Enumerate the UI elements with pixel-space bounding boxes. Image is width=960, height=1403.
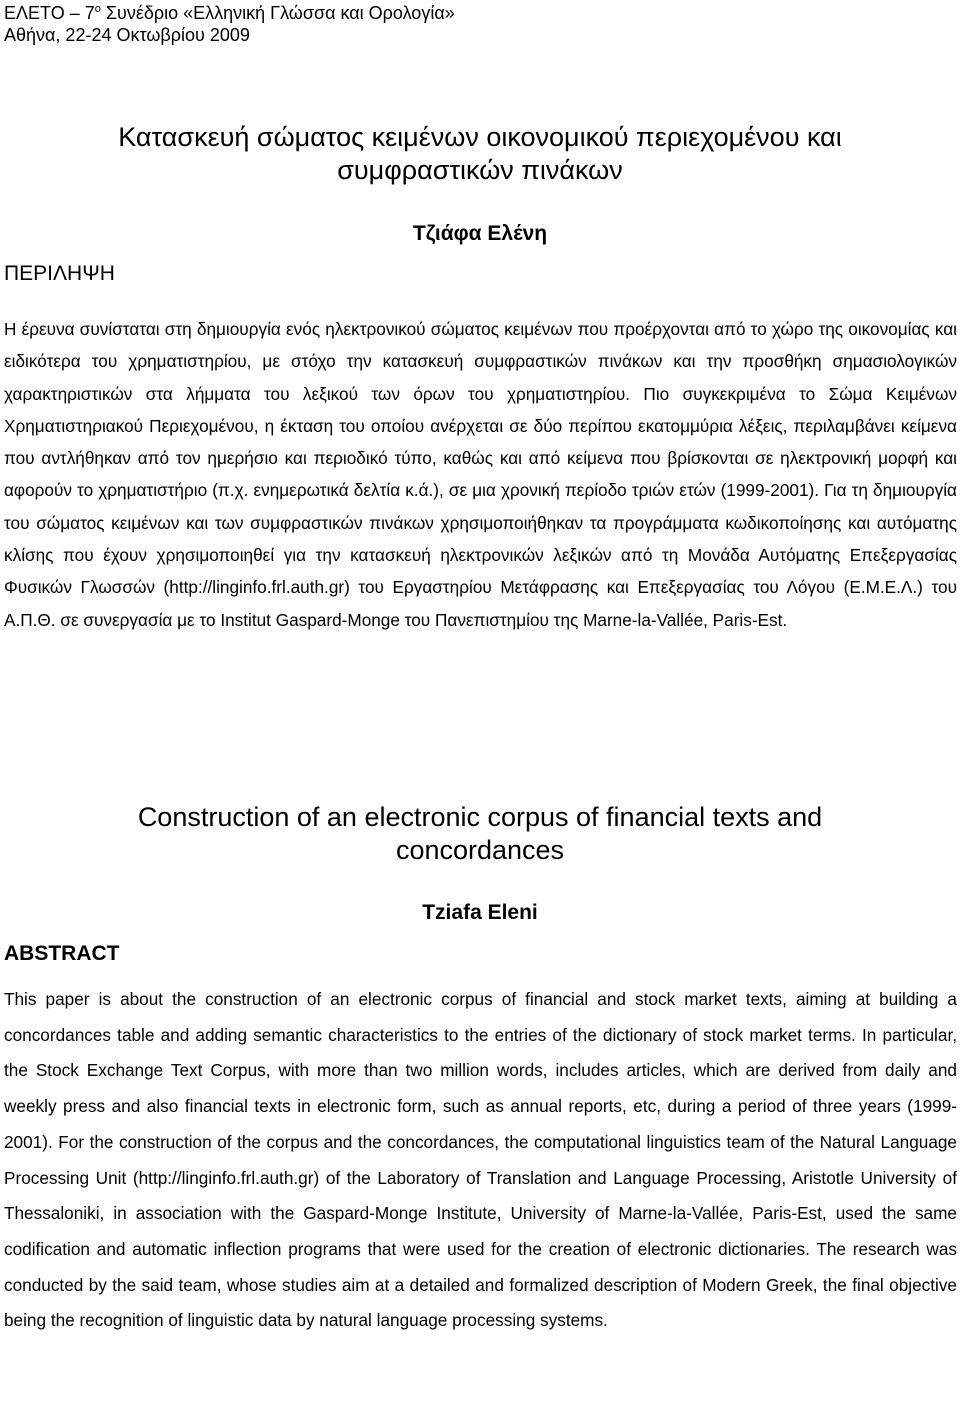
conference-header <box>4 2 455 46</box>
greek-author: Τζιάφα Ελένη <box>412 222 548 245</box>
greek-title <box>20 121 940 187</box>
greek-abstract-text: Η έρευνα συνίσταται στη δημιουργία ενός ηλεκτρονικού σώματος κειμένων που προέρχονται από το χώρο της οικονομίας και ειδικότερα του χρηματιστηρίου, με στόχο την κατασκευή συμφραστικών πινάκων και την προσθήκη σημασιολογικών χαρακτηριστικών στα λήμματα του λεξικού των όρων του χρηματιστηρίου. Πιο συγκεκριμένα το Σώμα Κειμένων Χρηματιστηριακού Περιεχομένου, η έκταση του οποίου ανέρχεται σε δύο περίπου εκατομμύρια λέξεις, περιλαμβάνει κείμενα που αντλήθηκαν από τον ημερήσιο και περιοδικό τύπο, καθώς και από κείμενα που βρίσκονται σε ηλεκτρονική μορφή και αφορούν το χρηματιστήριο (π.χ. ενημερωτικά δελτία κ.ά.), σε μια χρονική περίοδο τριών ετών (1999-2001). Για τη δημιουργία του σώματος κειμένων και των συμφραστικών πινάκων χρησιμοποιήθηκαν τα προγράμματα κωδικοποίησης και αυτόματης κλίσης που έχουν χρησιμοποιηθεί για την κατασκευή ηλεκτρονικών λεξικών από τη Μονάδα Αυτόματης Επεξεργασίας Φυσικών Γλωσσών (http://linginfo.frl.auth.gr) του Εργαστηρίου Μετάφρασης και Επεξεργασίας του Λόγου (Ε.Μ.Ε.Λ.) του Α.Π.Θ. σε συνεργασία με το Institut Gaspard-Monge του Πανεπιστημίου της Marne-la-Vallée, Paris-Est. <box>4 319 957 630</box>
english-abstract-text: This paper is about the construction of an electronic corpus of financial and stock market texts, aiming at building a concordances table and adding semantic characteristics to the entries of the dictionary of stock market terms. In particular, the Stock Exchange Text Corpus, with more than two million words, includes articles, which are derived from daily and weekly press and also financial texts in electronic form, such as annual reports, etc, during a period of three years (1999-2001). For the construction of the corpus and the concordances, the computational linguistics team of the Natural Language Processing Unit (http://linginfo.frl.auth.gr) of the Laboratory of Translation and Language Processing, Aristotle University of Thessaloniki, in association with the Gaspard-Monge Institute, University of Marne-la-Vallée, Paris-Est, used the same codification and automatic inflection programs that were used for the creation of electronic dictionaries. The research was conducted by the said team, whose studies aim at a detailed and formalized description of Modern Greek, the final objective being the recognition of linguistic data by natural language processing systems. <box>4 989 957 1331</box>
conference-location-date: Αθήνα, 22-24 Οκτωβρίου 2009 <box>4 25 250 45</box>
greek-title-line-2: συμφραστικών πινάκων <box>337 155 623 185</box>
conference-name: ΕΛΕΤΟ – 7 <box>4 3 95 23</box>
english-title-line-1: Construction of an electronic corpus of financial texts and <box>137 802 823 832</box>
greek-title-line-1: Κατασκευή σώματος κειμένων οικονομικού περιεχομένου και <box>118 122 842 152</box>
english-title <box>20 801 940 867</box>
english-author: Tziafa Eleni <box>422 901 538 924</box>
ordinal-superscript: ο <box>94 3 101 15</box>
conference-subtitle: Συνέδριο «Ελληνική Γλώσσα και Ορολογία» <box>100 3 455 23</box>
conference-line <box>4 2 455 24</box>
english-title-line-2: concordances <box>395 835 565 865</box>
english-abstract-heading: ABSTRACT <box>4 942 120 965</box>
greek-abstract-heading: ΠΕΡΙΛΗΨΗ <box>4 262 115 285</box>
